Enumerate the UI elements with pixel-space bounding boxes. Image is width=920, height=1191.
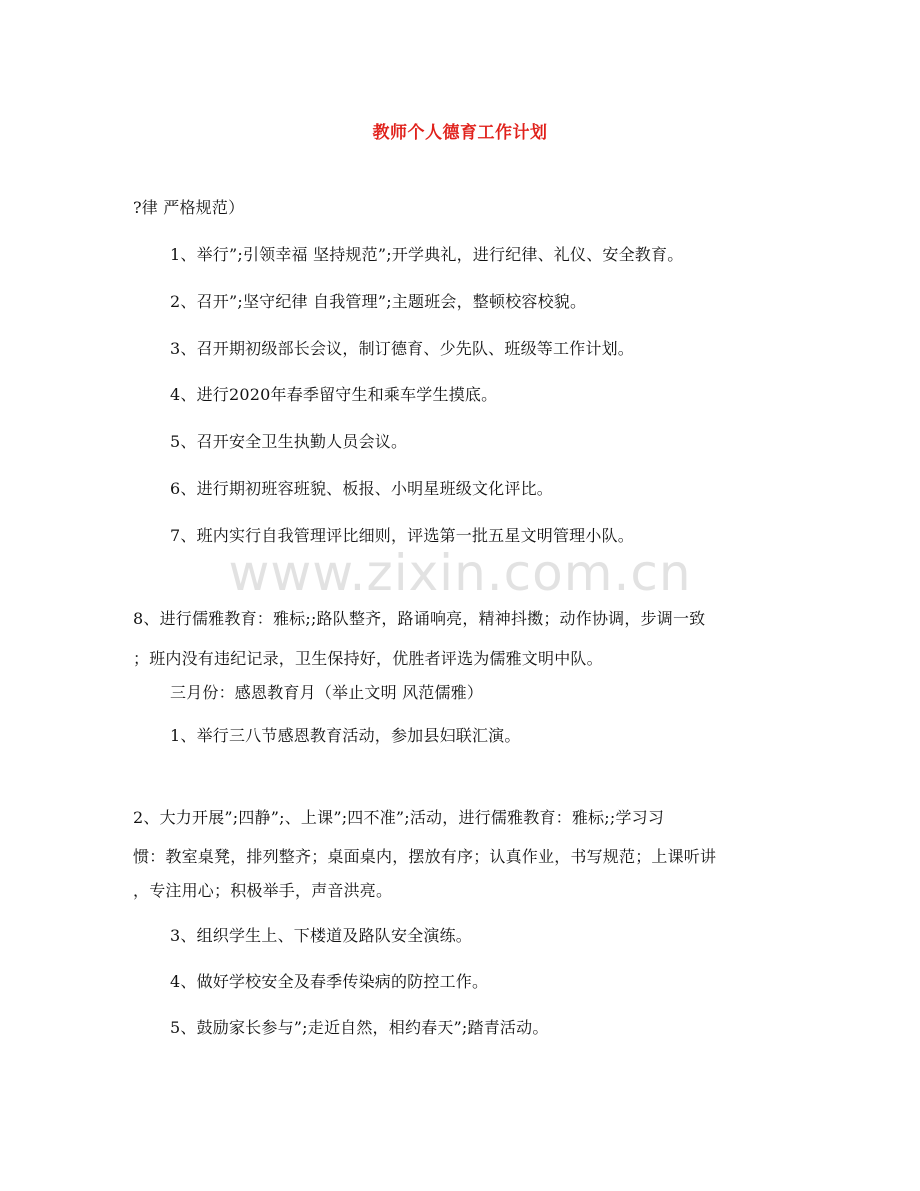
paragraph-line: 1、举行”;引领幸福 坚持规范”;开学典礼，进行纪律、礼仪、安全教育。 bbox=[170, 245, 684, 264]
paragraph-line: 4、做好学校安全及春季传染病的防控工作。 bbox=[170, 972, 489, 991]
paragraph-line: 6、进行期初班容班貌、板报、小明星班级文化评比。 bbox=[170, 479, 553, 498]
paragraph-line: 3、组织学生上、下楼道及路队安全演练。 bbox=[170, 926, 472, 945]
paragraph-line: ，专注用心；积极举手，声音洪亮。 bbox=[133, 881, 393, 900]
paragraph-line: 8、进行儒雅教育：雅标;;路队整齐，路诵响亮，精神抖擞；动作协调，步调一致 bbox=[133, 609, 706, 628]
paragraph-line: 惯：教室桌凳，排列整齐；桌面桌内，摆放有序；认真作业，书写规范；上课听讲 bbox=[133, 847, 717, 866]
paragraph-line: 5、召开安全卫生执勤人员会议。 bbox=[170, 432, 408, 451]
paragraph-line: ?律 严格规范） bbox=[133, 198, 245, 217]
paragraph-line: 3、召开期初级部长会议，制订德育、少先队、班级等工作计划。 bbox=[170, 339, 634, 358]
paragraph-line: ；班内没有违纪记录，卫生保持好，优胜者评选为儒雅文明中队。 bbox=[133, 649, 603, 668]
paragraph-line: 4、进行2020年春季留守生和乘车学生摸底。 bbox=[170, 385, 498, 404]
paragraph-line: 1、举行三八节感恩教育活动，参加县妇联汇演。 bbox=[170, 726, 521, 745]
paragraph-line: 2、召开”;坚守纪律 自我管理”;主题班会，整顿校容校貌。 bbox=[170, 292, 587, 311]
document-title: 教师个人德育工作计划 bbox=[372, 123, 548, 143]
paragraph-line: 7、班内实行自我管理评比细则，评选第一批五星文明管理小队。 bbox=[170, 526, 634, 545]
paragraph-line: 5、鼓励家长参与”;走近自然，相约春天”;踏青活动。 bbox=[170, 1018, 549, 1037]
paragraph-line: 2、大力开展”;四静”;、上课”;四不准”;活动，进行儒雅教育：雅标;;学习习 bbox=[133, 808, 665, 827]
watermark: www.zixin.com.cn bbox=[228, 544, 692, 602]
paragraph-line: 三月份：感恩教育月（举止文明 风范儒雅） bbox=[170, 683, 484, 702]
